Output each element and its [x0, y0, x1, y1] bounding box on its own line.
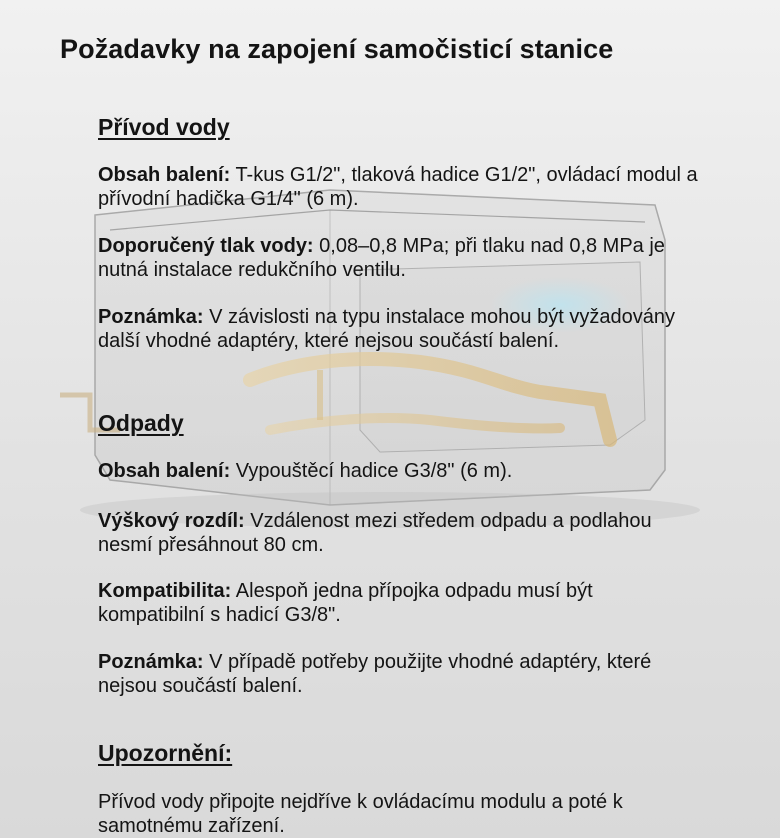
item-label: Poznámka:	[98, 651, 204, 673]
item-text: 0,08–0,8 MPa; při tlaku nad 0,8 MPa je nutná instalace redukčního ventilu.	[98, 235, 665, 281]
drain-package-contents	[98, 459, 698, 483]
item-label: Poznámka:	[98, 306, 204, 328]
item-text: Vypouštěcí hadice G3/8" (6 m).	[230, 460, 513, 482]
item-label: Výškový rozdíl:	[98, 510, 245, 532]
drain-note	[98, 650, 698, 698]
warning-text: Přívod vody připojte nejdříve k ovládacímu modulu a poté k samotnému zařízení.	[98, 791, 623, 837]
water-supply-heading: Přívod vody	[98, 114, 230, 140]
warning-heading: Upozornění:	[98, 740, 233, 766]
water-supply-package-contents	[98, 163, 698, 211]
water-supply-pressure	[98, 234, 698, 282]
item-text: T-kus G1/2", tlaková hadice G1/2", ovládací modul a přívodní hadička G1/4" (6 m).	[98, 164, 698, 210]
item-text: Vzdálenost mezi středem odpadu a podlahou nesmí přesáhnout 80 cm.	[98, 510, 652, 556]
item-label: Kompatibilita:	[98, 580, 232, 602]
page-title: Požadavky na zapojení samočisticí stanice	[60, 34, 614, 64]
item-text: Alespoň jedna přípojka odpadu musí být kompatibilní s hadicí G3/8".	[98, 580, 593, 626]
item-label: Obsah balení:	[98, 164, 231, 186]
drain-heading: Odpady	[98, 410, 184, 436]
item-label: Doporučený tlak vody:	[98, 235, 314, 257]
drain-compatibility	[98, 579, 698, 627]
drain-height-difference	[98, 509, 698, 557]
item-label: Obsah balení:	[98, 460, 231, 482]
water-supply-note	[98, 305, 698, 353]
item-text: V závislosti na typu instalace mohou být vyžadovány další vhodné adaptéry, které nejsou součástí balení.	[98, 306, 675, 352]
item-text: V případě potřeby použijte vhodné adaptéry, které nejsou součástí balení.	[98, 651, 652, 697]
